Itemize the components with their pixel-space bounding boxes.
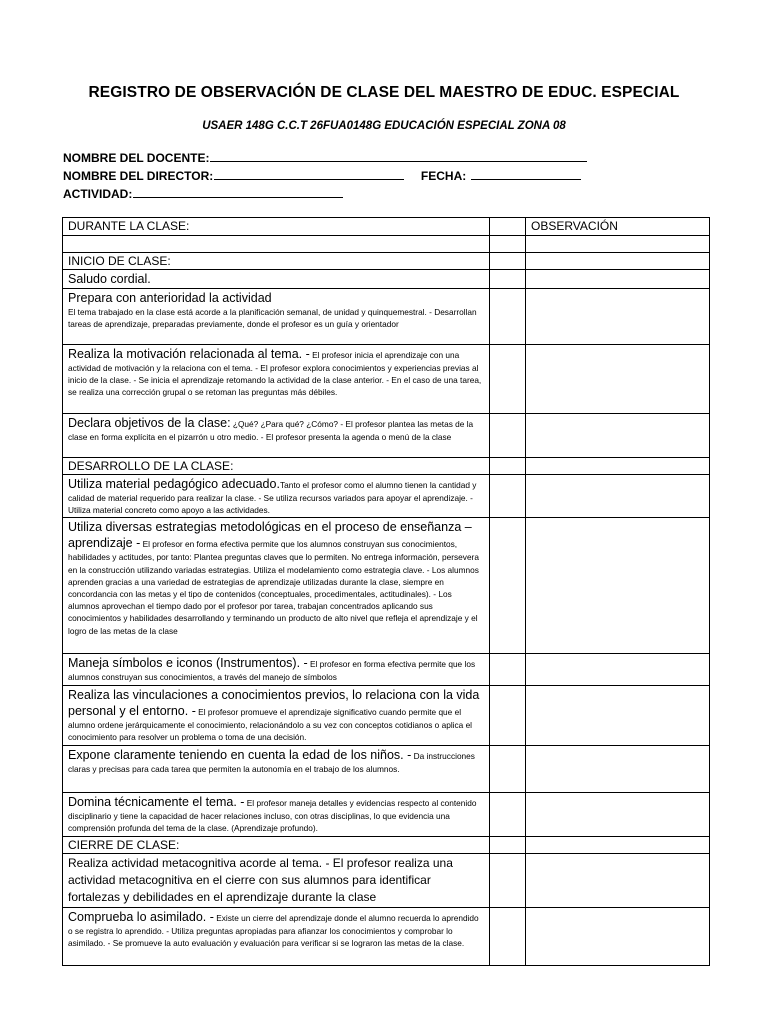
item-estrategias-desc: El profesor en forma efectiva permite que los alumnos construyan sus conocimientos, habilidades y actitudes, por tanto: Plantea preguntas claves que lo permiten. No entrega información, persevera en la construcción utilizando variadas estrategias. Utiliza el modelamiento como estrategia clave. - Los alumnos aprenden gracias a una variedad de estrategias de aprendizaje utilizadas durante la clase, siempre en concordancia con las metas y el tipo de contenidos (conceptuales, procedimentales, actitudinales). - Los alumnos aprovechan el tiempo dado por el profesor por tarea, trabajan concentrados aplicando sus conocimientos y habilidades desarrollando y terminando un producto de alto nivel que refleja el aprendizaje y el logro de las metas de la clase bbox=[68, 539, 479, 636]
field-director-line[interactable] bbox=[214, 167, 404, 180]
observation-cell[interactable] bbox=[526, 289, 710, 345]
item-motivacion-desc: El profesor inicia el aprendizaje con una actividad de motivación y la relaciona con el tema. - El profesor explora conocimientos y experiencias previas al inicio de la clase. - Se inicia el aprendizaje retomando la actividad de la clase anterior. - En el caso de una tarea, se realiza una corrección grupal o se retoman las preguntas más débiles. bbox=[68, 350, 482, 398]
item-comprueba-title: Comprueba lo asimilado. - bbox=[68, 909, 214, 924]
check-cell[interactable] bbox=[490, 836, 526, 853]
check-cell[interactable] bbox=[490, 685, 526, 745]
observation-table bbox=[62, 217, 710, 966]
section-inicio: INICIO DE CLASE: bbox=[63, 253, 490, 270]
observation-cell[interactable] bbox=[526, 853, 710, 907]
check-cell[interactable] bbox=[490, 792, 526, 836]
table-row bbox=[63, 792, 710, 836]
observation-cell[interactable] bbox=[526, 745, 710, 792]
table-row bbox=[63, 414, 710, 458]
item-motivacion-title: Realiza la motivación relacionada al tema. - bbox=[68, 347, 310, 361]
field-docente-label: NOMBRE DEL DOCENTE: bbox=[63, 151, 210, 165]
observation-cell[interactable] bbox=[526, 270, 710, 289]
document-subtitle: USAER 148G C.C.T 26FUA0148G EDUCACIÓN ESPECIAL ZONA 08 bbox=[202, 120, 566, 132]
item-domina-desc: El profesor maneja detalles y evidencias respecto al contenido disciplinario y tiene la capacidad de hacer relaciones incluso, con otras disciplinas, lo que evidencia una comprensión profunda del tema de la clase. (Aprendizaje profundo). bbox=[68, 797, 477, 833]
table-row bbox=[63, 253, 710, 270]
table-row bbox=[63, 836, 710, 853]
document-title: REGISTRO DE OBSERVACIÓN DE CLASE DEL MAESTRO DE EDUC. ESPECIAL bbox=[88, 84, 680, 101]
field-director bbox=[63, 167, 581, 183]
item-material-desc: Tanto el profesor como el alumno tienen la cantidad y calidad de material requerido para realizar la clase. - Se utiliza recursos variados para apoyar el aprendizaje. - Utiliza material concreto como apoyo a las actividades. bbox=[68, 480, 477, 516]
item-prepara-desc: El tema trabajado en la clase está acorde a la planificación semanal, de unidad y quinquemestral. - Desarrollan tareas de aprendizaje, preparadas previamente, donde el profesor es un guía y orientador bbox=[68, 307, 477, 330]
check-cell[interactable] bbox=[490, 236, 526, 253]
item-objetivos-desc: ¿Qué? ¿Para qué? ¿Cómo? - El profesor plantea las metas de la clase en forma explícita en el pizarrón u otro medio. - El profesor presenta la agenda o menú de la clase bbox=[68, 419, 474, 442]
item-estrategias bbox=[63, 518, 490, 654]
section-cierre: CIERRE DE CLASE: bbox=[63, 836, 490, 853]
item-objetivos bbox=[63, 414, 490, 458]
observation-cell[interactable] bbox=[526, 458, 710, 475]
item-material-title: Utiliza material pedagógico adecuado. bbox=[68, 477, 280, 491]
check-cell[interactable] bbox=[490, 218, 526, 236]
observation-cell[interactable] bbox=[526, 685, 710, 745]
item-objetivos-title: Declara objetivos de la clase: bbox=[68, 416, 231, 430]
table-row bbox=[63, 853, 710, 907]
header-durante: DURANTE LA CLASE: bbox=[63, 218, 490, 236]
field-director-label: NOMBRE DEL DIRECTOR: bbox=[63, 169, 214, 183]
check-cell[interactable] bbox=[490, 907, 526, 965]
field-actividad bbox=[63, 185, 343, 201]
check-cell[interactable] bbox=[490, 414, 526, 458]
table-row bbox=[63, 685, 710, 745]
item-domina bbox=[63, 792, 490, 836]
item-metacognitiva: Realiza actividad metacognitiva acorde al tema. - El profesor realiza una actividad metacognitiva en el cierre con sus alumnos para identificar fortalezas y debilidades en el aprendizaje durante la clase bbox=[63, 853, 490, 907]
table-header-row bbox=[63, 218, 710, 236]
item-simbolos-desc: El profesor en forma efectiva permite que los alumnos construyan sus conocimientos, a través del manejo de símbolos bbox=[68, 659, 476, 683]
field-fecha-label: FECHA: bbox=[420, 169, 467, 183]
item-simbolos-title: Maneja símbolos e iconos (Instrumentos). - bbox=[68, 656, 308, 671]
observation-cell[interactable] bbox=[526, 236, 710, 253]
observation-cell[interactable] bbox=[526, 345, 710, 414]
item-prepara-title: Prepara con anterioridad la actividad bbox=[68, 291, 272, 305]
check-cell[interactable] bbox=[490, 518, 526, 654]
item-domina-title: Domina técnicamente el tema. - bbox=[68, 794, 245, 809]
observation-cell[interactable] bbox=[526, 654, 710, 685]
check-cell[interactable] bbox=[490, 345, 526, 414]
table-row bbox=[63, 654, 710, 685]
table-row bbox=[63, 289, 710, 345]
item-vinculaciones-desc: El profesor promueve el aprendizaje significativo cuando permite que el alumno ordene jerárquicamente el conocimiento, relacionándolo a su vez con conceptos cotidianos o aplica el conocimiento para resolver un problema o toma de una decisión. bbox=[68, 706, 473, 742]
table-row bbox=[63, 345, 710, 414]
item-simbolos bbox=[63, 654, 490, 685]
table-row bbox=[63, 458, 710, 475]
check-cell[interactable] bbox=[490, 458, 526, 475]
item-vinculaciones-title: Realiza las vinculaciones a conocimientos previos, lo relaciona con la vida personal y el entorno. - bbox=[68, 687, 480, 718]
check-cell[interactable] bbox=[490, 475, 526, 518]
table-row bbox=[63, 745, 710, 792]
observation-cell[interactable] bbox=[526, 836, 710, 853]
item-prepara bbox=[63, 289, 490, 345]
field-actividad-label: ACTIVIDAD: bbox=[63, 187, 133, 201]
check-cell[interactable] bbox=[490, 253, 526, 270]
header-observacion: OBSERVACIÓN bbox=[526, 218, 710, 236]
item-material bbox=[63, 475, 490, 518]
table-row bbox=[63, 475, 710, 518]
check-cell[interactable] bbox=[490, 853, 526, 907]
observation-cell[interactable] bbox=[526, 792, 710, 836]
table-row bbox=[63, 236, 710, 253]
item-expone-title: Expone claramente teniendo en cuenta la edad de los niños. - bbox=[68, 747, 412, 762]
field-docente-line[interactable] bbox=[210, 149, 587, 162]
item-motivacion bbox=[63, 345, 490, 414]
observation-cell[interactable] bbox=[526, 253, 710, 270]
empty-cell bbox=[63, 236, 490, 253]
observation-cell[interactable] bbox=[526, 907, 710, 965]
check-cell[interactable] bbox=[490, 289, 526, 345]
check-cell[interactable] bbox=[490, 745, 526, 792]
field-docente bbox=[63, 149, 587, 165]
observation-cell[interactable] bbox=[526, 414, 710, 458]
observation-cell[interactable] bbox=[526, 475, 710, 518]
field-actividad-line[interactable] bbox=[133, 185, 343, 198]
table-row bbox=[63, 518, 710, 654]
item-comprueba bbox=[63, 907, 490, 965]
check-cell[interactable] bbox=[490, 270, 526, 289]
item-saludo: Saludo cordial. bbox=[63, 270, 490, 289]
section-desarrollo: DESARROLLO DE LA CLASE: bbox=[63, 458, 490, 475]
field-fecha-line[interactable] bbox=[471, 167, 581, 180]
table-row bbox=[63, 907, 710, 965]
item-estrategias-title: Utiliza diversas estrategias metodológicas en el proceso de enseñanza – aprendizaje - bbox=[68, 520, 472, 551]
check-cell[interactable] bbox=[490, 654, 526, 685]
table-row bbox=[63, 270, 710, 289]
item-expone-desc: Da instrucciones claras y precisas para cada tarea que permiten la autonomía en el trabajo de los alumnos. bbox=[68, 750, 475, 774]
item-expone bbox=[63, 745, 490, 792]
item-vinculaciones bbox=[63, 685, 490, 745]
item-comprueba-desc: Existe un cierre del aprendizaje donde el alumno recuerda lo aprendido o se registra lo aprendido. - Utiliza preguntas apropiadas para afianzar los conocimientos y comprobar lo asimilado. - Se promueve la auto evaluación y evaluación para verificar si se lograron las metas de la clase. bbox=[68, 912, 479, 948]
observation-cell[interactable] bbox=[526, 518, 710, 654]
